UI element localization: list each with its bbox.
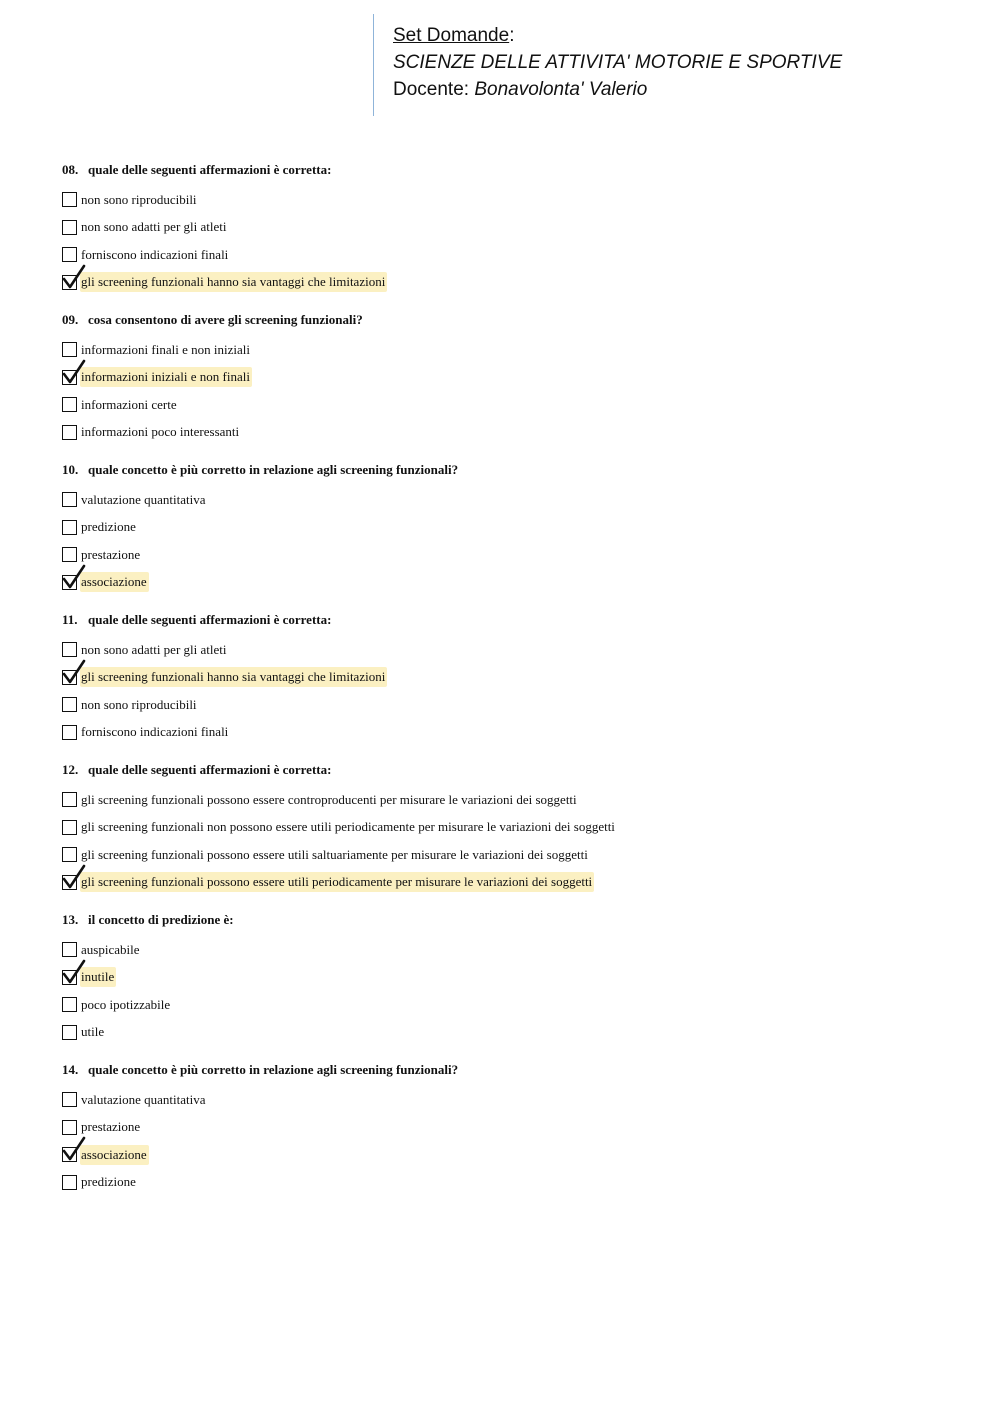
- checkbox-icon: [62, 670, 77, 685]
- course-title: SCIENZE DELLE ATTIVITA' MOTORIE E SPORTIVE: [393, 52, 843, 73]
- answer-option: [62, 514, 962, 542]
- answer-option-correct: [62, 269, 962, 297]
- question-number: 10.: [62, 462, 79, 477]
- answer-option: [62, 1169, 962, 1197]
- question-number: 11.: [62, 612, 78, 627]
- checkbox-icon: [62, 425, 77, 440]
- answer-option-text: inutile: [80, 967, 116, 987]
- answer-option-text: utile: [81, 1024, 105, 1040]
- question-title: [62, 610, 962, 630]
- teacher-name: Bonavolonta' Valerio: [474, 79, 648, 100]
- set-label-colon: :: [509, 25, 515, 46]
- question-item: [62, 160, 962, 296]
- answer-option-text: valutazione quantitativa: [81, 491, 206, 507]
- checkbox-icon: [62, 247, 77, 262]
- question-text: quale concetto è più corretto in relazione agli screening funzionali?: [88, 1062, 459, 1077]
- answer-option-text: forniscono indicazioni finali: [81, 246, 229, 262]
- checkbox-icon: [62, 575, 77, 590]
- answer-option-text: non sono adatti per gli atleti: [81, 219, 227, 235]
- checkbox-icon: [62, 342, 77, 357]
- checkbox-icon: [62, 997, 77, 1012]
- answer-option-correct: [62, 364, 962, 392]
- question-text: quale delle seguenti affermazioni è corretta:: [88, 162, 332, 177]
- answer-option-text: gli screening funzionali hanno sia vantaggi che limitazioni: [80, 667, 387, 687]
- teacher-line: [393, 76, 842, 103]
- checkbox-icon: [62, 847, 77, 862]
- checkbox-icon: [62, 220, 77, 235]
- set-label: Set Domande: [393, 25, 510, 46]
- answer-option-text: predizione: [81, 1174, 136, 1190]
- answer-option-text: associazione: [80, 572, 149, 592]
- question-title: [62, 1060, 962, 1080]
- question-title: [62, 310, 962, 330]
- answer-option-correct: [62, 664, 962, 692]
- question-item: [62, 1060, 962, 1196]
- answer-option-correct: [62, 964, 962, 992]
- teacher-label: Docente:: [393, 79, 475, 100]
- answer-option-text: valutazione quantitativa: [81, 1091, 206, 1107]
- question-list: [62, 160, 962, 1210]
- checkbox-icon: [62, 1092, 77, 1107]
- answer-option: [62, 691, 962, 719]
- answer-option-text: predizione: [81, 519, 136, 535]
- answer-option-correct: [62, 569, 962, 597]
- answer-option-text: prestazione: [81, 1119, 141, 1135]
- set-title-line: [393, 22, 842, 49]
- answer-option: [62, 636, 962, 664]
- answer-option: [62, 486, 962, 514]
- answer-option: [62, 1019, 962, 1047]
- answer-option: [62, 241, 962, 269]
- question-item: [62, 460, 962, 596]
- question-title: [62, 910, 962, 930]
- checkbox-icon: [62, 970, 77, 985]
- answer-option: [62, 1114, 962, 1142]
- checkbox-icon: [62, 370, 77, 385]
- answer-option: [62, 719, 962, 747]
- question-number: 12.: [62, 762, 79, 777]
- answer-option: [62, 841, 962, 869]
- answer-option: [62, 419, 962, 447]
- answer-option: [62, 541, 962, 569]
- checkbox-icon: [62, 1147, 77, 1162]
- answer-option: [62, 786, 962, 814]
- checkbox-icon: [62, 875, 77, 890]
- answer-option-text: informazioni certe: [81, 396, 177, 412]
- checkbox-icon: [62, 492, 77, 507]
- checkbox-icon: [62, 725, 77, 740]
- answer-option-correct: [62, 869, 962, 897]
- answer-option-text: informazioni iniziali e non finali: [80, 367, 252, 387]
- checkbox-icon: [62, 1120, 77, 1135]
- answer-option: [62, 336, 962, 364]
- answer-option-text: forniscono indicazioni finali: [81, 724, 229, 740]
- answer-option-text: gli screening funzionali non possono essere utili periodicamente per misurare le variazioni dei soggetti: [81, 819, 615, 835]
- answer-option-text: non sono adatti per gli atleti: [81, 641, 227, 657]
- checkbox-icon: [62, 820, 77, 835]
- question-text: il concetto di predizione è:: [88, 912, 234, 927]
- question-item: [62, 310, 962, 446]
- answer-option: [62, 1086, 962, 1114]
- answer-option: [62, 936, 962, 964]
- answer-option: [62, 214, 962, 242]
- question-title: [62, 460, 962, 480]
- answer-option: [62, 814, 962, 842]
- answer-option-text: gli screening funzionali possono essere controproducenti per misurare le variazioni dei soggetti: [81, 791, 577, 807]
- question-text: quale delle seguenti affermazioni è corretta:: [88, 612, 332, 627]
- question-text: cosa consentono di avere gli screening funzionali?: [88, 312, 363, 327]
- answer-option-text: gli screening funzionali possono essere utili saltuariamente per misurare le variazioni dei soggetti: [81, 846, 588, 862]
- answer-option-correct: [62, 1141, 962, 1169]
- question-number: 13.: [62, 912, 79, 927]
- checkbox-icon: [62, 942, 77, 957]
- checkbox-icon: [62, 642, 77, 657]
- checkbox-icon: [62, 520, 77, 535]
- checkbox-icon: [62, 1175, 77, 1190]
- question-text: quale concetto è più corretto in relazione agli screening funzionali?: [88, 462, 459, 477]
- question-item: [62, 610, 962, 746]
- checkbox-icon: [62, 547, 77, 562]
- answer-option: [62, 186, 962, 214]
- answer-option-text: non sono riproducibili: [81, 696, 197, 712]
- answer-option-text: prestazione: [81, 546, 141, 562]
- checkbox-icon: [62, 192, 77, 207]
- answer-option-text: auspicabile: [81, 941, 140, 957]
- answer-option-text: poco ipotizzabile: [81, 996, 171, 1012]
- answer-option: [62, 391, 962, 419]
- question-number: 14.: [62, 1062, 79, 1077]
- checkbox-icon: [62, 1025, 77, 1040]
- checkbox-icon: [62, 697, 77, 712]
- answer-option-text: non sono riproducibili: [81, 191, 197, 207]
- question-title: [62, 160, 962, 180]
- answer-option-text: informazioni poco interessanti: [81, 424, 240, 440]
- answer-option-text: associazione: [80, 1145, 149, 1165]
- question-number: 08.: [62, 162, 79, 177]
- checkbox-icon: [62, 275, 77, 290]
- question-number: 09.: [62, 312, 79, 327]
- checkbox-icon: [62, 792, 77, 807]
- question-text: quale delle seguenti affermazioni è corretta:: [88, 762, 332, 777]
- checkbox-icon: [62, 397, 77, 412]
- answer-option-text: gli screening funzionali hanno sia vantaggi che limitazioni: [80, 272, 387, 292]
- answer-option-text: informazioni finali e non iniziali: [81, 341, 250, 357]
- question-title: [62, 760, 962, 780]
- answer-option-text: gli screening funzionali possono essere utili periodicamente per misurare le variazioni dei soggetti: [80, 872, 594, 892]
- question-item: [62, 760, 962, 896]
- document-header: [373, 14, 842, 116]
- answer-option: [62, 991, 962, 1019]
- question-item: [62, 910, 962, 1046]
